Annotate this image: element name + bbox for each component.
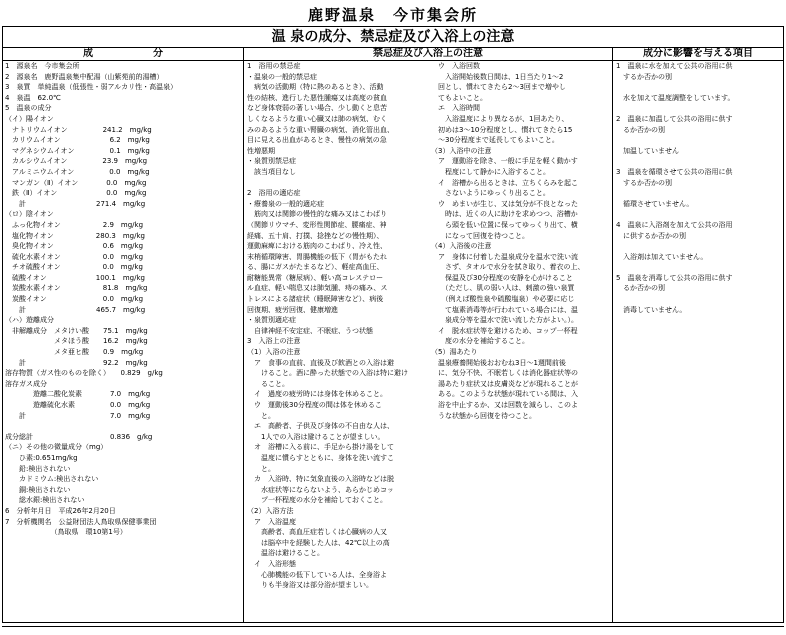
- text-line: 2 浴用の適応症: [247, 189, 301, 198]
- text-line: ・泉質別禁忌症: [247, 157, 296, 166]
- text-line: 1 温泉に水を加えて公共の浴用に供: [616, 62, 733, 70]
- text-line: 泉成分等を温水で洗い流した方がよい。）。: [431, 316, 578, 325]
- text-line: ナトリウムイオン 241.2 mg/kg: [5, 125, 152, 134]
- text-line: カルシウムイオン 23.9 mg/kg: [5, 157, 148, 166]
- text-line: 臭化物イオン 0.6 mg/kg: [5, 242, 144, 251]
- text-line: 溶存物質（ガス性のものを除く） 0.829 g/kg: [5, 369, 163, 378]
- text-line: 性の結核、進行した悪性腫瘍又は高度の貧血: [247, 93, 387, 102]
- text-line: 1人での入浴は避けることが望ましい。: [247, 432, 385, 441]
- text-line: [616, 262, 782, 273]
- text-line: 計 92.2 mg/kg: [5, 358, 148, 367]
- text-line: て塩素消毒等が行われている場合には、温: [431, 305, 578, 314]
- text-line: メタ亜ヒ酸 0.9 mg/kg: [5, 348, 144, 357]
- text-line: 2 源泉名 鹿野温泉集中配湯（山紫苑前的湯槽）: [5, 72, 164, 81]
- text-line: 5 温泉を消毒して公共の浴用に供す: [616, 273, 733, 282]
- text-line: に、気分不快、不眠若しくは消化器症状等の: [431, 369, 578, 378]
- column-divider: [243, 47, 244, 622]
- affecting-items-column: [616, 61, 782, 315]
- text-line: ウ 入浴回数: [431, 62, 480, 70]
- text-line: ・温泉の一般的禁忌症: [247, 72, 317, 81]
- text-line: りも半身浴又は部分浴が望ましい。: [247, 581, 373, 590]
- text-line: るか否かの別: [616, 284, 665, 293]
- text-line: 3 入浴上の注意: [247, 337, 301, 346]
- text-line: ること。: [247, 379, 289, 388]
- text-line: ・療養泉の一般的適応症: [247, 199, 324, 208]
- text-line: 水を加えて温度調整をしています。: [616, 93, 735, 102]
- text-line: 末梢循環障害、胃腸機能の低下（胃がもたれ: [247, 252, 387, 261]
- text-line: （ハ）遊離成分: [5, 316, 54, 325]
- text-line: ふっ化物イオン 2.9 mg/kg: [5, 220, 144, 229]
- text-line: 遊離二酸化炭素 7.0 mg/kg: [5, 390, 151, 399]
- text-line: （2）入浴方法: [247, 506, 294, 515]
- text-line: 浴を中止するか、又は回数を減らし、このよ: [431, 401, 578, 409]
- text-line: みのあるような重い腎臓の病気、消化管出血、: [247, 125, 394, 134]
- text-line: ウ めまいが生じ、又は気分が不良となった: [431, 199, 578, 208]
- text-line: 硫化水素イオン 0.0 mg/kg: [5, 252, 144, 261]
- text-line: 該当項目なし: [247, 167, 296, 176]
- text-line: プ一杯程度の水分を補給しておくこと。: [247, 496, 387, 505]
- text-line: （鳥取県 環10第1号）: [5, 528, 127, 537]
- info-table: [2, 26, 784, 623]
- text-line: 2 温泉に加温して公共の浴用に供す: [616, 114, 733, 123]
- text-line: イ 入浴形態: [247, 559, 296, 568]
- text-line: 炭酸水素イオン 81.8 mg/kg: [5, 284, 148, 293]
- text-line: 運動麻痺における筋肉のこわばり、冷え性、: [247, 242, 387, 251]
- text-line: カドミウム:検出されない: [5, 475, 99, 484]
- text-line: カ 入浴時、特に気象直後の入浴時などは脱: [247, 475, 394, 484]
- text-line: ひ素:0.651mg/kg: [5, 453, 78, 462]
- text-line: になって回復を待つこと。: [431, 231, 529, 240]
- text-line: イ 脱水症状等を避けるため、コップ一杯程: [431, 326, 578, 335]
- text-line: ア 運動浴を除き、一般に手足を軽く動かす: [431, 157, 578, 166]
- text-line: 4 泉温 62.0℃: [5, 93, 61, 102]
- text-line: るか否かの別: [616, 125, 665, 134]
- text-line: と。: [247, 411, 275, 420]
- text-line: [616, 135, 782, 146]
- contraindications-column: [247, 61, 427, 591]
- text-line: 入浴温度により異なるが、1回あたり、: [431, 114, 569, 123]
- text-line: [616, 241, 782, 252]
- text-line: 計 271.4 mg/kg: [5, 199, 146, 208]
- text-line: けること。酒に酔った状態での入浴は特に避け: [247, 369, 408, 378]
- text-line: エ 入浴時間: [431, 104, 480, 113]
- text-line: 心肺機能の低下している人は、全身浴よ: [247, 570, 387, 579]
- text-line: オ 浴槽に入る前に、手足から掛け湯をして: [247, 443, 394, 452]
- text-line: 1 浴用の禁忌症: [247, 62, 301, 70]
- text-line: [616, 188, 782, 199]
- text-line: 初めは3～10分程度とし、慣れてきたら15: [431, 125, 573, 134]
- components-column: [5, 61, 241, 538]
- text-line: 6 分析年月日 平成26年2月20日: [5, 506, 116, 515]
- text-line: イ 浴槽から出るときは、立ちくらみを起こ: [431, 178, 578, 187]
- text-line: ～30分程度まで延長してもよいこと。: [431, 136, 559, 145]
- text-line: 遊離硫化水素 0.0 mg/kg: [5, 401, 151, 409]
- text-line: 温浴は避けること。: [247, 549, 324, 558]
- text-line: ア 食事の直前、直後及び飲酒との入浴は避: [247, 358, 394, 367]
- text-line: 耐糖能異常（糖尿病）、軽い高コレステロー: [247, 273, 384, 282]
- text-line: てもよいこと。: [431, 93, 487, 102]
- text-line: マンガン（Ⅱ）イオン 0.0 mg/kg: [5, 178, 147, 187]
- text-line: と。: [247, 464, 275, 473]
- text-line: 経痛、五十肩、打撲、捻挫などの慢性期）、: [247, 231, 384, 240]
- text-line: [616, 209, 782, 220]
- text-line: は脳卒中を経験した人は、42℃以上の高: [247, 538, 390, 547]
- text-line: うな状態から回復を待つこと。: [431, 411, 536, 420]
- text-line: 時は、近くの人に助けを求めつつ、浴槽か: [431, 210, 578, 219]
- text-line: ル血症、軽い喘息又は肺気腫、痔の痛み、ス: [247, 284, 388, 293]
- text-line: 水症状等にならないよう、あらかじめコッ: [247, 485, 394, 494]
- text-line: 循環させていません。: [616, 199, 694, 208]
- text-line: に供するか否かの別: [616, 231, 686, 240]
- text-line: [247, 178, 427, 189]
- text-line: 4 温泉に入浴剤を加えて公共の浴用: [616, 220, 733, 229]
- text-line: イ 過度の疲労時には身体を休めること。: [247, 390, 387, 399]
- text-line: 病気の活動期（特に熱のあるとき）、活動: [247, 83, 384, 92]
- text-line: （ただし、肌の弱い人は、刺激の強い泉質: [431, 284, 575, 293]
- text-line: ア 身体に付着した温泉成分を温水で洗い流: [431, 252, 578, 261]
- page-title: 鹿野温泉 今市集会所: [307, 6, 478, 24]
- text-line: メタほう酸 16.2 mg/kg: [5, 337, 148, 346]
- text-line: 非解離成分 メタけい酸 75.1 mg/kg: [5, 326, 148, 335]
- text-line: トレスによる諸症状（睡眠障害など）、病後: [247, 295, 384, 304]
- text-line: 回復期、疲労回復、健康増進: [247, 305, 338, 314]
- text-line: 総水銀:検出されない: [5, 496, 85, 505]
- text-line: [616, 103, 782, 114]
- text-line: 成分総計 0.836 g/kg: [5, 432, 153, 441]
- text-line: 度の水分を補給すること。: [431, 337, 529, 346]
- text-line: る、腸にガスがたまるなど）、軽症高血圧、: [247, 263, 384, 272]
- text-line: 計 7.0 mg/kg: [5, 411, 151, 420]
- text-line: さないようにゆっくり出ること。: [431, 189, 550, 198]
- text-line: [616, 82, 782, 93]
- text-line: アルミニウムイオン 0.0 mg/kg: [5, 167, 150, 176]
- text-line: （3）入浴中の注意: [431, 146, 492, 155]
- text-line: （1）入浴の注意: [247, 348, 301, 357]
- text-line: 3 泉質 単純温泉（低張性・弱アルカリ性・高温泉）: [5, 83, 178, 92]
- text-line: 温泉療養開始後おおむね3日～1週間前後: [431, 358, 566, 367]
- text-line: （関節リウマチ、変形性関節症、腰痛症、神: [247, 220, 387, 229]
- text-line: するか否かの別: [616, 72, 672, 81]
- text-line: （イ）陽イオン: [5, 114, 54, 123]
- text-line: など身体衰弱の著しい場合、少し動くと息苦: [247, 104, 387, 113]
- text-line: 筋肉又は関節の慢性的な痛み又はこわばり: [247, 210, 387, 219]
- text-line: マグネシウムイオン 0.1 mg/kg: [5, 146, 150, 155]
- text-line: （ロ）陰イオン: [5, 210, 54, 219]
- text-line: 回とし、慣れてきたら2～3回まで増やし: [431, 83, 566, 92]
- text-line: エ 高齢者、子供及び身体の不自由な人は、: [247, 422, 394, 431]
- text-line: 消毒していません。: [616, 305, 687, 314]
- text-line: 保温及び30分程度の安静を心がけること: [431, 273, 573, 282]
- text-line: 硫酸イオン 100.1 mg/kg: [5, 273, 145, 282]
- text-line: 入浴開始後数日間は、1日当たり1～2: [431, 72, 564, 81]
- text-line: （5）湯あたり: [431, 348, 478, 357]
- text-line: さず、タオルで水分を拭き取り、着衣の上、: [431, 263, 585, 272]
- table-subtitle: 温 泉の成分、禁忌症及び入浴上の注意: [3, 27, 783, 48]
- bottom-rule: [2, 626, 784, 627]
- text-line: 性増悪期: [247, 146, 275, 155]
- text-line: チオ硫酸イオン 0.0 mg/kg: [5, 263, 143, 272]
- text-line: 自律神経不安定症、不眠症、うつ状態: [247, 326, 373, 335]
- text-line: 炭酸イオン 0.0 mg/kg: [5, 295, 144, 304]
- header-affecting-items: 成分に影響を与える項目: [613, 47, 783, 61]
- text-line: 銅:検出されない: [5, 485, 71, 494]
- text-line: 計 465.7 mg/kg: [5, 305, 146, 314]
- text-line: 鉛:検出されない: [5, 464, 71, 473]
- text-line: 3 温泉を循環させて公共の浴用に供: [616, 167, 733, 176]
- text-line: （4）入浴後の注意: [431, 242, 492, 251]
- text-line: 目に見える出血があるとき、慢性の病気の急: [247, 136, 387, 145]
- text-line: カリウムイオン 6.2 mg/kg: [5, 136, 150, 145]
- text-line: （例えば酸性泉や硫酸塩泉）や必要に応じ: [431, 295, 575, 304]
- text-line: ある。このような状態が現れている間は、入: [431, 390, 578, 399]
- text-line: ア 入浴温度: [247, 517, 296, 526]
- bathing-notes-column: [431, 61, 611, 421]
- text-line: 入浴剤は加えていません。: [616, 252, 708, 261]
- text-line: 程度にして静かに入浴すること。: [431, 167, 550, 176]
- text-line: [616, 294, 782, 305]
- text-line: 5 温泉の成分: [5, 104, 52, 113]
- column-divider: [612, 47, 613, 622]
- header-components: 成 分: [3, 47, 243, 61]
- text-line: 鉄（Ⅱ）イオン 0.0 mg/kg: [5, 189, 147, 198]
- text-line: 高齢者、高血圧症若しくは心臓病の人又: [247, 528, 387, 537]
- text-line: ・泉質別適応症: [247, 316, 296, 325]
- text-line: [616, 156, 782, 167]
- text-line: 湯あたり症状又は皮膚炎などが現れることが: [431, 379, 578, 388]
- text-line: （ニ）その他の微量成分（mg）: [5, 443, 108, 452]
- text-line: 溶存ガス成分: [5, 379, 47, 388]
- text-line: 温度に慣らすとともに、身体を洗い流すこ: [247, 453, 394, 462]
- text-line: 7 分析機関名 公益財団法人鳥取県保健事業団: [5, 517, 157, 526]
- text-line: ウ 運動後30分程度の間は体を休めるこ: [247, 401, 382, 409]
- text-line: 1 源泉名 今市集会所: [5, 62, 80, 70]
- header-contraindications: 禁忌症及び入浴上の注意: [244, 47, 612, 61]
- text-line: 加温していません: [616, 146, 679, 155]
- text-line: するか否かの別: [616, 178, 672, 187]
- text-line: 塩化物イオン 280.3 mg/kg: [5, 231, 145, 240]
- text-line: [5, 421, 241, 432]
- text-line: しくなるような重い心臓又は肺の病気、むく: [247, 114, 387, 123]
- text-line: ら頭を低い位置に保ってゆっくり出て、横: [431, 220, 578, 229]
